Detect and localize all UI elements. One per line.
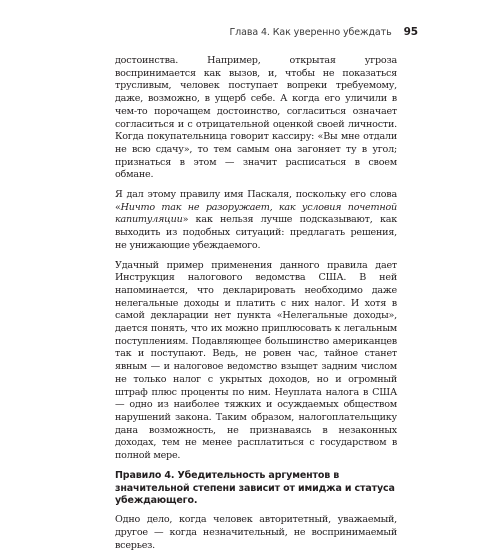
paragraph-dignity: достоинства. Например, открытая угроза воспринимается как вызов, и, чтобы не показаться трусливым, человек поступает вопреки требуемому, даже, возможно, в ущерб себе. А когда его уличили в чем-то порочащем достоинство, согласиться означает согласиться и с отрицательной оценкой своей личности. Когда покупательница говорит кассиру: «Вы мне отдали не всю сдачу», то тем самым она загоняет ту в угол; признаться в этом — значит расписаться в своем обмане.	[115, 55, 397, 181]
page-number: 95	[403, 26, 418, 38]
running-title: Глава 4. Как уверенно убеждать	[229, 27, 392, 38]
paragraph-pascal-rule	[115, 189, 397, 253]
paragraph-tax-example: Удачный пример применения данного правила дает Инструкция налогового ведомства США. В ней напоминается, что декларировать необходимо даже нелегальные доходы и платить с них налог. И хотя в самой декларации нет пункта «Нелегальные доходы», дается понять, что их можно приплюсовать к легальным поступлениям. Подавляющее большинство американцев так и поступают. Ведь, не ровен час, тайное станет явным — и налоговое ведомство взыщет задним числом не только налог с укрытых доходов, но и огромный штраф плюс проценты по ним. Неуплата налога в США — одно из наиболее тяжких и осуждаемых обществом нарушений закона. Таким образом, налогоплательщику дана возможность, не признаваясь в незаконных доходах, тем не менее расплатиться с государством в полной мере.	[115, 259, 397, 462]
rule-4-heading: Правило 4. Убедительность аргументов в значительной степени зависит от имиджа и статуса убеждающего.	[115, 469, 395, 507]
page-body	[115, 55, 397, 559]
paragraph-pascal-text-end: » как нельзя лучше подсказывают, как выходить из подобных ситуаций: предлагать решения, не унижающие убеждаемого.	[115, 214, 397, 251]
running-header	[0, 26, 418, 38]
pascal-quote: Ничто так не разоружает, как условия почетной капитуляции	[115, 201, 397, 226]
paragraph-authority: Одно дело, когда человек авторитетный, уважаемый, другое — когда незначительный, не воспринимаемый всерьез.	[115, 514, 397, 551]
paragraph-pascal-text-start: Я дал этому правилу имя Паскаля, поскольку его слова «	[115, 189, 397, 213]
